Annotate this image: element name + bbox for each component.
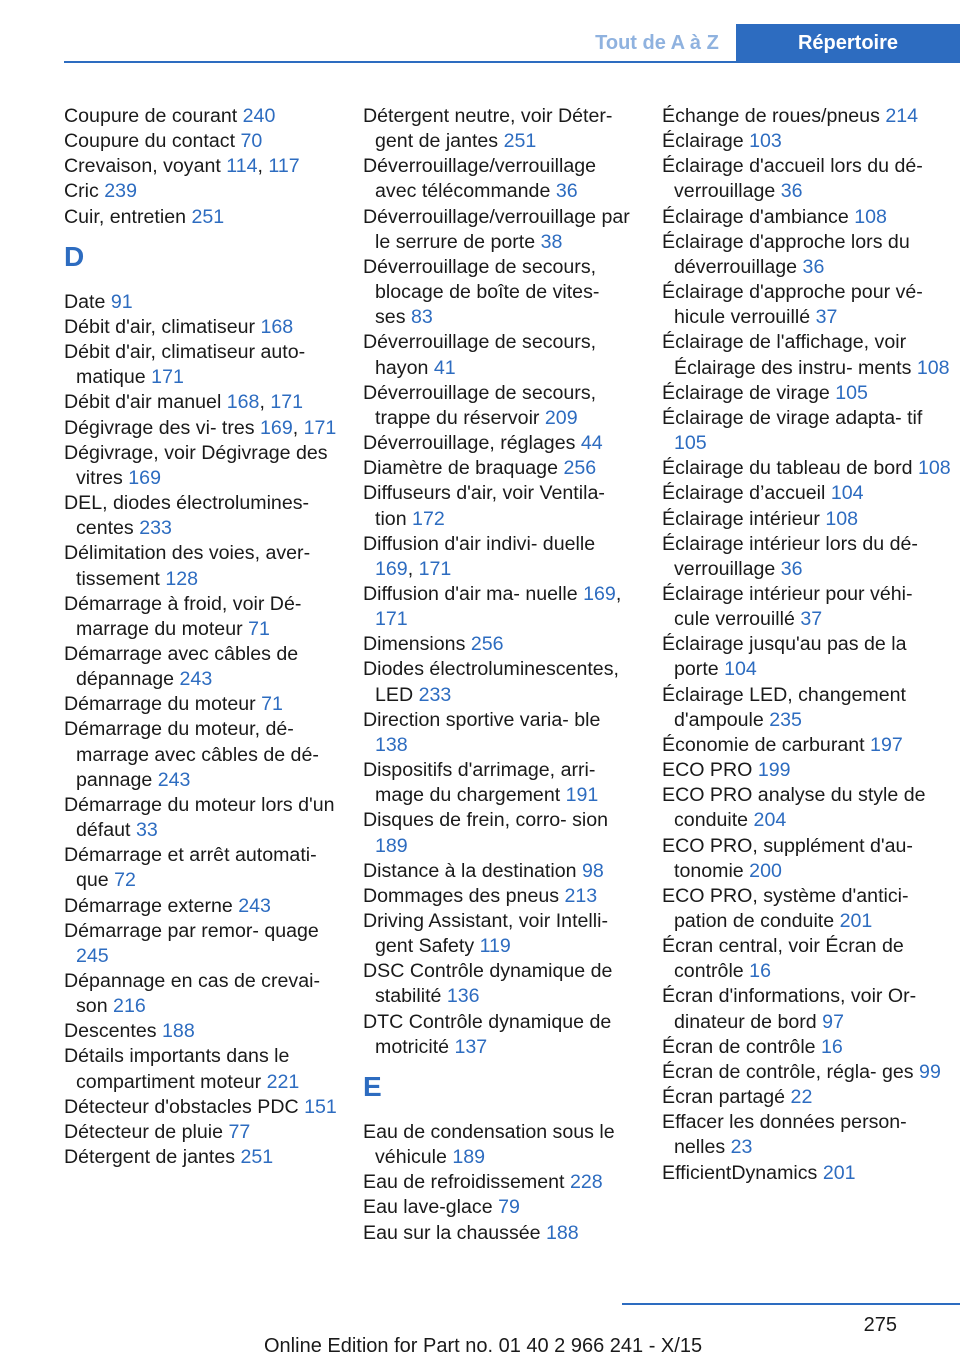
footer-rule: [622, 1303, 960, 1305]
index-entry: [662, 758, 952, 783]
index-entry: [64, 441, 344, 491]
entry-term: Éclairage de virage adapta‐ tif: [662, 406, 923, 429]
page-link[interactable]: 44: [580, 432, 603, 455]
index-entry: [64, 1145, 344, 1170]
index-entry: [64, 179, 344, 204]
index-entry: [64, 843, 344, 893]
page-link[interactable]: 240: [242, 105, 276, 127]
page-link[interactable]: 108: [918, 457, 951, 480]
page-link[interactable]: 189: [452, 1146, 486, 1169]
page-link[interactable]: 41: [433, 356, 456, 379]
index-entry: [363, 1170, 633, 1195]
page-link[interactable]: 239: [104, 180, 137, 203]
page-link[interactable]: 36: [780, 180, 803, 203]
entry-term: Driving Assistant, voir Intelli‐ gent Safety: [363, 910, 608, 958]
page-link[interactable]: 36: [555, 180, 578, 203]
entry-term: Dégivrage, voir Dégivrage des vitres: [64, 441, 328, 489]
entry-term: Coupure de courant: [64, 105, 238, 127]
page-link[interactable]: 104: [830, 482, 864, 505]
index-entry: [662, 834, 952, 884]
entry-term: Dispositifs d'arrimage, arri‐ mage du chargement: [363, 759, 596, 807]
index-entry: [662, 507, 952, 532]
index-entry: [662, 1085, 952, 1110]
index-entry: [662, 934, 952, 984]
index-entry: [662, 1161, 952, 1186]
index-entry: [662, 104, 952, 129]
entry-term: Déverrouillage/verrouillage avec télécommande: [363, 155, 597, 203]
page-link[interactable]: 243: [179, 668, 213, 691]
entry-term: ECO PRO analyse du style de conduite: [662, 784, 926, 832]
index-entry: [363, 1010, 633, 1060]
index-column-3: [662, 104, 952, 1186]
index-entry: [662, 154, 952, 204]
entry-term: Éclairage: [662, 130, 744, 153]
index-entry: [662, 783, 952, 833]
page-link[interactable]: 117: [268, 155, 300, 178]
index-entry: [662, 406, 952, 456]
page-link[interactable]: 77: [228, 1120, 251, 1143]
page-link[interactable]: 97: [822, 1010, 844, 1033]
page-link[interactable]: 200: [749, 859, 782, 882]
entry-term: Démarrage avec câbles de dépannage: [64, 642, 299, 691]
index-entry: [662, 532, 952, 582]
entry-term: Diodes électroluminescentes, LED: [363, 658, 619, 706]
entry-term: Éclairage de virage: [662, 381, 830, 404]
page-link[interactable]: 214: [885, 105, 919, 127]
page-link[interactable]: 168: [260, 315, 294, 338]
index-entry: [363, 657, 633, 707]
tab-repertoire[interactable]: Répertoire: [736, 24, 960, 62]
page-link[interactable]: 70: [240, 130, 263, 153]
entry-term: Diffuseurs d'air, voir Ventila‐ tion: [363, 482, 605, 530]
entry-term: Détails importants dans le compartiment moteur: [64, 1045, 290, 1093]
entry-term: Éclairage jusqu'au pas de la porte: [662, 633, 907, 681]
entry-term: Délimitation des voies, aver‐ tissement: [64, 542, 311, 590]
index-entry: Diffusion d'air ma‐ nuelle 169, 171: [363, 582, 622, 631]
entry-term: Disques de frein, corro‐ sion: [363, 809, 609, 832]
entry-term: Dimensions: [363, 633, 466, 656]
entry-term: Éclairage LED, changement d'ampoule: [662, 683, 906, 731]
page-link[interactable]: 201: [822, 1161, 856, 1184]
index-entry: [363, 381, 633, 431]
index-entry: [64, 315, 344, 340]
index-entry: [363, 154, 633, 204]
page-link[interactable]: 209: [544, 406, 578, 429]
page-link[interactable]: 136: [446, 985, 480, 1008]
page-link[interactable]: 114: [226, 155, 258, 178]
index-entry: [64, 919, 344, 969]
index-entry: [64, 692, 344, 717]
entry-term: Éclairage de l'affichage, voir Éclairage des instru‐ ments: [662, 331, 912, 379]
page-link[interactable]: 128: [165, 567, 199, 590]
index-entry: [662, 683, 952, 733]
page-link[interactable]: 171: [303, 416, 337, 439]
index-entry: [64, 1044, 344, 1094]
entry-term: Écran d'informations, voir Or‐ dinateur de bord: [662, 985, 917, 1033]
page-link[interactable]: 171: [270, 391, 304, 414]
page-link[interactable]: 169: [128, 466, 161, 489]
index-entry: [363, 959, 633, 1009]
page-link[interactable]: 172: [412, 507, 445, 530]
index-entry: [64, 894, 344, 919]
entry-term: Écran central, voir Écran de contrôle: [662, 935, 904, 983]
index-entry: [662, 1035, 952, 1060]
entry-term: Démarrage du moteur, dé‐ marrage avec câbles de dé‐ pannage: [64, 718, 319, 791]
entry-term: Éclairage intérieur pour véhi‐ cule verrouillé: [662, 582, 913, 631]
page-link[interactable]: 251: [240, 1146, 274, 1169]
index-entry: [662, 330, 952, 380]
page-number: 275: [863, 1314, 897, 1336]
page-link[interactable]: 213: [564, 884, 598, 907]
page-link[interactable]: 251: [503, 130, 537, 153]
page-link[interactable]: 188: [162, 1020, 195, 1043]
entry-term: Détergent de jantes: [64, 1146, 236, 1169]
entry-term: Éclairage intérieur: [662, 507, 820, 530]
entry-term: DEL, diodes électrolumines‐ centes: [64, 492, 310, 540]
entry-term: Éclairage d'accueil lors du dé‐ verrouillage: [662, 155, 923, 203]
entry-term: Dépannage en cas de crevai‐ son: [64, 970, 320, 1018]
page-link[interactable]: 23: [730, 1136, 753, 1159]
entry-term: Démarrage du moteur lors d'un défaut: [64, 793, 335, 842]
page-link[interactable]: 191: [565, 784, 599, 807]
page-link[interactable]: 216: [113, 995, 146, 1018]
index-entry: [64, 592, 344, 642]
index-entry: [363, 255, 633, 330]
page-link[interactable]: 105: [835, 381, 868, 404]
page-link[interactable]: 168: [226, 391, 260, 414]
page-link[interactable]: 72: [114, 869, 136, 892]
entry-term: Détecteur d'obstacles PDC: [64, 1095, 299, 1118]
page-link[interactable]: 256: [563, 457, 597, 480]
index-entry: [64, 793, 344, 843]
page-link[interactable]: 245: [76, 944, 109, 967]
page-link[interactable]: 169: [260, 416, 293, 439]
index-entry: [662, 381, 952, 406]
index-entry: Dégivrage des vi‐ tres 169, 171: [64, 416, 337, 439]
index-entry: [662, 984, 952, 1034]
index-entry: [363, 884, 633, 909]
page-link[interactable]: 22: [790, 1086, 813, 1109]
edition-note: Online Edition for Part no. 01 40 2 966 241 - X/15: [264, 1335, 703, 1357]
page-link[interactable]: 98: [581, 859, 604, 882]
index-entry: [363, 859, 633, 884]
entry-term: Diffusion d'air ma‐ nuelle: [363, 582, 578, 605]
entry-term: ECO PRO, supplément d'au‐ tonomie: [662, 834, 913, 882]
index-entry: [662, 884, 952, 934]
entry-term: Économie de carburant: [662, 733, 865, 756]
index-entry: [64, 1095, 344, 1120]
index-entry: Diffusion d'air indivi‐ duelle 169, 171: [363, 532, 596, 580]
index-entry: [662, 1060, 952, 1085]
entry-term: Dommages des pneus: [363, 884, 560, 907]
entry-term: Déverrouillage, réglages: [363, 432, 576, 455]
page-link[interactable]: 91: [110, 290, 133, 313]
entry-term: Date: [64, 290, 106, 313]
page-link[interactable]: 119: [479, 935, 511, 958]
entry-term: ECO PRO: [662, 759, 753, 782]
entry-term: Démarrage externe: [64, 894, 233, 917]
entry-term: Dégivrage des vi‐ tres: [64, 416, 255, 439]
index-column-2: [363, 104, 633, 1246]
index-entry: [363, 1195, 633, 1220]
section-letter: D: [64, 240, 85, 272]
entry-term: Eau de refroidissement: [363, 1171, 565, 1194]
tab-tout-de-a-a-z[interactable]: Tout de A à Z: [595, 31, 719, 54]
index-entry: [662, 456, 952, 481]
page-link[interactable]: 137: [454, 1035, 488, 1058]
entry-term: Distance à la destination: [363, 859, 577, 882]
page-link[interactable]: 221: [266, 1070, 300, 1093]
index-entry: [363, 632, 633, 657]
entry-term: Échange de roues/pneus: [662, 105, 880, 127]
index-entry: [64, 969, 344, 1019]
index-entry: [64, 642, 344, 692]
entry-term: Écran de contrôle: [662, 1035, 816, 1058]
entry-term: Déverrouillage/verrouillage par le serrure de porte: [363, 205, 630, 253]
entry-term: Débit d'air, climatiseur auto‐ matique: [64, 341, 306, 389]
page-link[interactable]: 189: [375, 834, 408, 857]
index-entry: [363, 1120, 633, 1170]
entry-term: Démarrage du moteur: [64, 693, 256, 716]
entry-term: Détecteur de pluie: [64, 1120, 224, 1143]
entry-term: Éclairage d'approche lors du déverrouillage: [662, 230, 910, 278]
page-link[interactable]: 16: [821, 1035, 843, 1058]
index-entry: Débit d'air manuel 168, 171: [64, 391, 304, 414]
page-link[interactable]: 16: [749, 960, 771, 983]
page-link[interactable]: 171: [151, 366, 184, 389]
index-entry: [363, 708, 633, 758]
entry-term: Déverrouillage de secours, trappe du réservoir: [363, 381, 597, 429]
page-link[interactable]: 243: [157, 768, 191, 791]
entry-term: Eau de condensation sous le véhicule: [363, 1120, 615, 1169]
page-link[interactable]: 169: [375, 557, 408, 580]
entry-term: Débit d'air manuel: [64, 391, 222, 414]
entry-term: Éclairage intérieur lors du dé‐ verrouillage: [662, 532, 918, 580]
page-link[interactable]: 83: [410, 306, 433, 329]
entry-term: Détergent neutre, voir Déter‐ gent de jantes: [363, 105, 613, 153]
page-link[interactable]: 235: [769, 708, 802, 731]
entry-term: Déverrouillage de secours, hayon: [363, 331, 597, 379]
index-entry: [363, 431, 633, 456]
entry-term: Démarrage par remor‐ quage: [64, 919, 319, 942]
entry-term: Eau sur la chaussée: [363, 1221, 541, 1244]
index-entry: [64, 717, 344, 792]
index-entry: [64, 104, 344, 129]
index-entry: [64, 541, 344, 591]
entry-term: Écran partagé: [662, 1086, 786, 1109]
index-entry: [64, 290, 344, 315]
index-entry: [662, 1110, 952, 1160]
page-link[interactable]: 243: [238, 894, 271, 917]
entry-term: Coupure du contact: [64, 130, 236, 153]
page-link[interactable]: 233: [139, 517, 172, 540]
index-entry: [363, 104, 633, 154]
index-entry: [662, 129, 952, 154]
page-link[interactable]: 71: [248, 617, 270, 640]
entry-term: Éclairage d'ambiance: [662, 205, 849, 228]
entry-term: Écran de contrôle, régla‐ ges: [662, 1060, 914, 1083]
entry-term: Descentes: [64, 1020, 157, 1043]
entry-term: Éclairage du tableau de bord: [662, 457, 913, 480]
page-link[interactable]: 233: [418, 683, 452, 706]
entry-term: Eau lave-glace: [363, 1196, 493, 1219]
page-link[interactable]: 37: [800, 608, 823, 631]
index-entry: [363, 909, 633, 959]
index-entry: [662, 230, 952, 280]
index-entry: [64, 491, 344, 541]
entry-term: Démarrage et arrêt automati‐ que: [64, 844, 317, 892]
page-link[interactable]: 36: [780, 557, 803, 580]
index-entry: [363, 758, 633, 808]
page-link[interactable]: 104: [724, 658, 757, 681]
page-link[interactable]: 138: [375, 733, 408, 756]
index-entry: [64, 205, 344, 230]
page-link[interactable]: 79: [498, 1196, 520, 1219]
index-entry: [64, 340, 344, 390]
entry-term: EfficientDynamics: [662, 1161, 818, 1184]
page-link[interactable]: 151: [304, 1095, 337, 1118]
entry-term: Éclairage d’accueil: [662, 482, 826, 505]
index-entry: [662, 481, 952, 506]
entry-term: DSC Contrôle dynamique de stabilité: [363, 960, 613, 1008]
entry-term: Démarrage à froid, voir Dé‐ marrage du moteur: [64, 592, 302, 640]
page-link[interactable]: 37: [815, 306, 838, 329]
page-link[interactable]: 36: [802, 255, 825, 278]
index-entry: [64, 129, 344, 154]
page-link[interactable]: 199: [757, 759, 791, 782]
entry-term: Débit d'air, climatiseur: [64, 315, 256, 338]
page-link[interactable]: 108: [825, 507, 859, 530]
page-link[interactable]: 105: [674, 432, 707, 455]
index-entry: [363, 456, 633, 481]
page-link[interactable]: 108: [854, 205, 887, 228]
page-link[interactable]: 256: [470, 633, 504, 656]
entry-term: Diamètre de braquage: [363, 457, 558, 480]
page-link[interactable]: 33: [135, 819, 158, 842]
page-link[interactable]: 171: [418, 557, 452, 580]
entry-term: DTC Contrôle dynamique de motricité: [363, 1010, 612, 1058]
entry-term: Crevaison, voyant: [64, 155, 221, 178]
page-link[interactable]: 197: [870, 733, 903, 756]
page-link[interactable]: 108: [916, 356, 950, 379]
index-entry: [363, 1221, 633, 1246]
index-entry: [64, 1120, 344, 1145]
page-link[interactable]: 251: [191, 205, 225, 228]
index-entry: [662, 582, 952, 632]
entry-term: Éclairage d'approche pour vé‐ hicule verrouillé: [662, 281, 923, 329]
page-link[interactable]: 228: [569, 1171, 603, 1194]
page-link[interactable]: 188: [546, 1221, 579, 1244]
index-entry: [363, 808, 633, 858]
page-link[interactable]: 169: [583, 582, 616, 605]
entry-term: Cric: [64, 180, 99, 203]
index-entry: [662, 632, 952, 682]
index-entry: [363, 481, 633, 531]
index-entry: [64, 1019, 344, 1044]
page-link[interactable]: 204: [753, 809, 787, 832]
entry-term: ECO PRO, système d'antici‐ pation de conduite: [662, 884, 909, 932]
entry-term: Diffusion d'air indivi‐ duelle: [363, 532, 596, 555]
index-entry: [662, 733, 952, 758]
index-entry: Crevaison, voyant 114, 117: [64, 155, 300, 178]
section-letter: E: [363, 1070, 382, 1102]
page-link[interactable]: 103: [749, 130, 782, 153]
index-entry: [363, 205, 633, 255]
page-link[interactable]: 38: [540, 230, 563, 253]
index-column-1: [64, 104, 344, 1170]
entry-term: Direction sportive varia‐ ble: [363, 708, 601, 731]
index-entry: [363, 330, 633, 380]
entry-term: Déverrouillage de secours, blocage de boîte de vites‐ ses: [363, 255, 600, 329]
entry-term: Effacer les données person‐ nelles: [662, 1111, 907, 1159]
page-link[interactable]: 71: [261, 693, 283, 716]
entry-term: Cuir, entretien: [64, 205, 186, 228]
page-link[interactable]: 99: [919, 1060, 941, 1083]
page-link[interactable]: 201: [839, 910, 873, 932]
index-entry: [662, 280, 952, 330]
index-entry: [662, 205, 952, 230]
page-link[interactable]: 171: [375, 608, 408, 631]
